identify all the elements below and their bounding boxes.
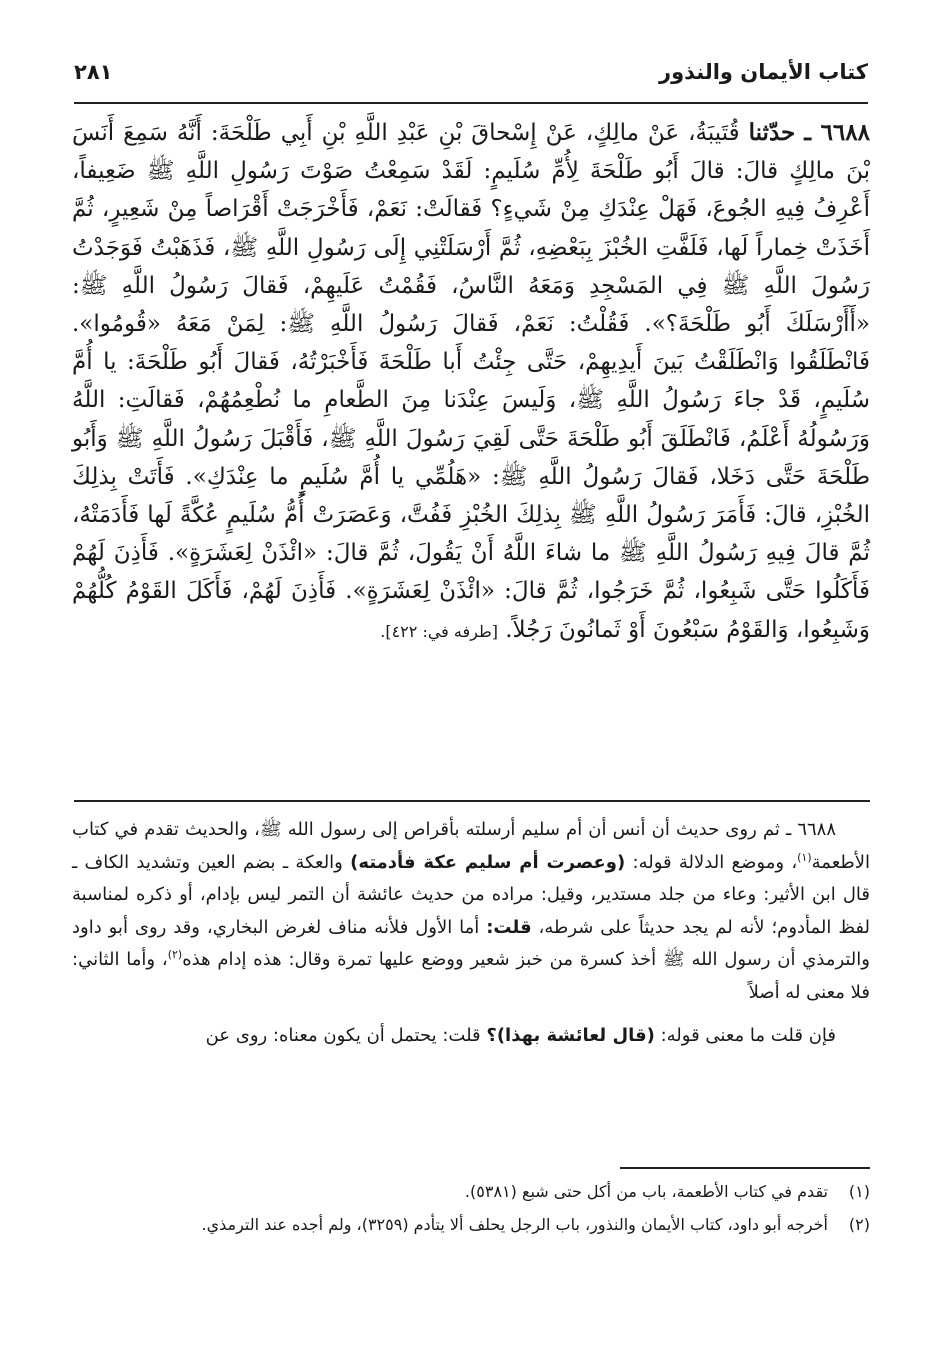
- footnotes: [72, 1177, 870, 1243]
- footnote-mark: (٢): [848, 1215, 870, 1234]
- hadith-text: [72, 114, 870, 651]
- commentary-text: أما الأول فلأنه مناف لغرض البخاري، وقد روى أبو داود والترمذي أن رسول الله ﷺ أخذ كسرة من خبز شعير ووضع عليها تمرة وقال: هذه إدام هذه: [72, 916, 870, 971]
- footnote-ref-2[interactable]: (٢): [167, 948, 183, 962]
- footnote-text: تقدم في كتاب الأطعمة، باب من أكل حتى شبع (٥٣٨١).: [464, 1182, 828, 1201]
- commentary-text: ٦٦٨٨ ـ ثم روى حديث أن أنس أن أم سليم أرسلته بأقراص إلى رسول الله ﷺ، والحديث تقدم في كتاب الأطعمة: [72, 819, 870, 873]
- quoted-phrase: (قال لعائشة بهذا)؟: [486, 1024, 655, 1046]
- footnote-ref-1[interactable]: (١): [797, 850, 812, 864]
- commentary-text: قلت: يحتمل أن يكون معناه: روى عن: [205, 1024, 481, 1046]
- book-title: كتاب الأيمان والنذور: [659, 60, 868, 84]
- footnote-1: [72, 1177, 870, 1206]
- text-divider: [74, 800, 870, 802]
- qult-label: قلت:: [486, 916, 532, 938]
- commentary-paragraph: [72, 1020, 870, 1053]
- hadith-number: ٦٦٨٨ ـ: [804, 119, 870, 146]
- commentary: [72, 814, 870, 1052]
- page-header: [74, 54, 868, 104]
- quoted-phrase: (وعصرت أم سليم عكة فأدمته): [350, 851, 626, 873]
- footnote-text: أخرجه أبو داود، كتاب الأيمان والنذور، باب الرجل يحلف ألا يتأدم (٣٢٥٩)، ولم أجده عند الترمذي.: [201, 1215, 828, 1234]
- commentary-text: ، وأما الثاني: فلا معنى له أصلاً: [72, 949, 870, 1003]
- hadith-reference: [طرفه في: ٤٢٢].: [380, 621, 498, 641]
- footnote-mark: (١): [848, 1182, 870, 1201]
- commentary-paragraph: [72, 814, 870, 1010]
- footnote-divider: [620, 1167, 870, 1169]
- commentary-text: فإن قلت ما معنى قوله:: [660, 1024, 836, 1046]
- hadith-lead-word: حدّثنا: [748, 119, 796, 146]
- page-number: ٢٨١: [74, 60, 113, 84]
- commentary-text: والعكة ـ بضم العين وتشديد الكاف ـ قال ابن الأثير: وعاء من جلد مستدير، وقيل: مراده من حديث عائشة أن التمر ليس بإدام، أو ذكره لمناسبة لفظ المأدوم؛ لأنه لم يجد حديثاً على شرطه،: [72, 851, 870, 938]
- commentary-text: ، وموضع الدلالة قوله:: [632, 851, 798, 873]
- footnote-2: [72, 1210, 870, 1239]
- hadith-body: قُتَيبَةُ، عَنْ مالِكٍ، عَنْ إِسْحاقَ بْنِ عَبْدِ اللَّهِ بْنِ أَبِي طَلْحَةَ: أَنَّهُ سَمِعَ أَنَسَ بْنَ مالِكٍ قالَ: قالَ أَبُو طَلْحَةَ لِأُمِّ سُلَيمٍ: لَقَدْ سَمِعْتُ صَوْتَ رَسُولِ اللَّهِ ﷺ ضَعِيفاً، أَعْرِفُ فِيهِ الجُوعَ، فَهَلْ عِنْدَكِ مِنْ شَيءٍ؟ فَقالَتْ: نَعَمْ، فَأَخْرَجَتْ أَقْرَاصاً مِنْ شَعِيرٍ، ثُمَّ أَخَذَتْ خِماراً لَها، فَلَفَّتِ الخُبْزَ بِبَعْضِهِ، ثُمَّ أَرْسَلَتْنِي إِلَى رَسُولِ اللَّهِ ﷺ، فَذَهَبْتُ فَوَجَدْتُ رَسُولَ اللَّهِ ﷺ فِي المَسْجِدِ وَمَعَهُ النَّاسُ، فَقُمْتُ عَلَيهِمْ، فَقالَ رَسُولُ اللَّهِ ﷺ: «أَأَرْسَلَكَ أَبُو طَلْحَةَ؟». فَقُلْتُ: نَعَمْ، فَقالَ رَسُولُ اللَّهِ ﷺ: لِمَنْ مَعَهُ «قُومُوا». فَانْطَلَقُوا وَانْطَلَقْتُ بَينَ أَيدِيهِمْ، حَتَّى جِئْتُ أَبا طَلْحَةَ فَأَخْبَرْتُهُ، فَقالَ أَبُو طَلْحَةَ: يا أُمَّ سُلَيمٍ، قَدْ جاءَ رَسُولُ اللَّهِ ﷺ، وَلَيسَ عِنْدَنا مِنَ الطَّعامِ ما نُطْعِمُهُمْ، فَقالَتِ: اللَّهُ وَرَسُولُهُ أَعْلَمُ، فَانْطَلَقَ أَبُو طَلْحَةَ حَتَّى لَقِيَ رَسُولَ اللَّهِ ﷺ، فَأَقْبَلَ رَسُولُ اللَّهِ ﷺ وَأَبُو طَلْحَةَ حَتَّى دَخَلا، فَقالَ رَسُولُ اللَّهِ ﷺ: «هَلُمِّي يا أُمَّ سُلَيمٍ ما عِنْدَكِ». فَأَتَتْ بِذلِكَ الخُبْزِ، قالَ: فَأَمَرَ رَسُولُ اللَّهِ ﷺ بِذلِكَ الخُبْزِ فَفُتَّ، وَعَصَرَتْ أُمُّ سُلَيمٍ عُكَّةً لَها فَأَدَمَتْهُ، ثُمَّ قالَ فِيهِ رَسُولُ اللَّهِ ﷺ ما شاءَ اللَّهُ أَنْ يَقُولَ، ثُمَّ قالَ: «ائْذَنْ لِعَشَرَةٍ». فَأَذِنَ لَهُمْ فَأَكَلُوا حَتَّى شَبِعُوا، ثُمَّ خَرَجُوا، ثُمَّ قالَ: «ائْذَنْ لِعَشَرَةٍ». فَأَذِنَ لَهُمْ، فَأَكَلَ القَوْمُ كُلُّهُمْ وَشَبِعُوا، وَالقَوْمُ سَبْعُونَ أَوْ ثَمانُونَ رَجُلاً.: [72, 120, 870, 643]
